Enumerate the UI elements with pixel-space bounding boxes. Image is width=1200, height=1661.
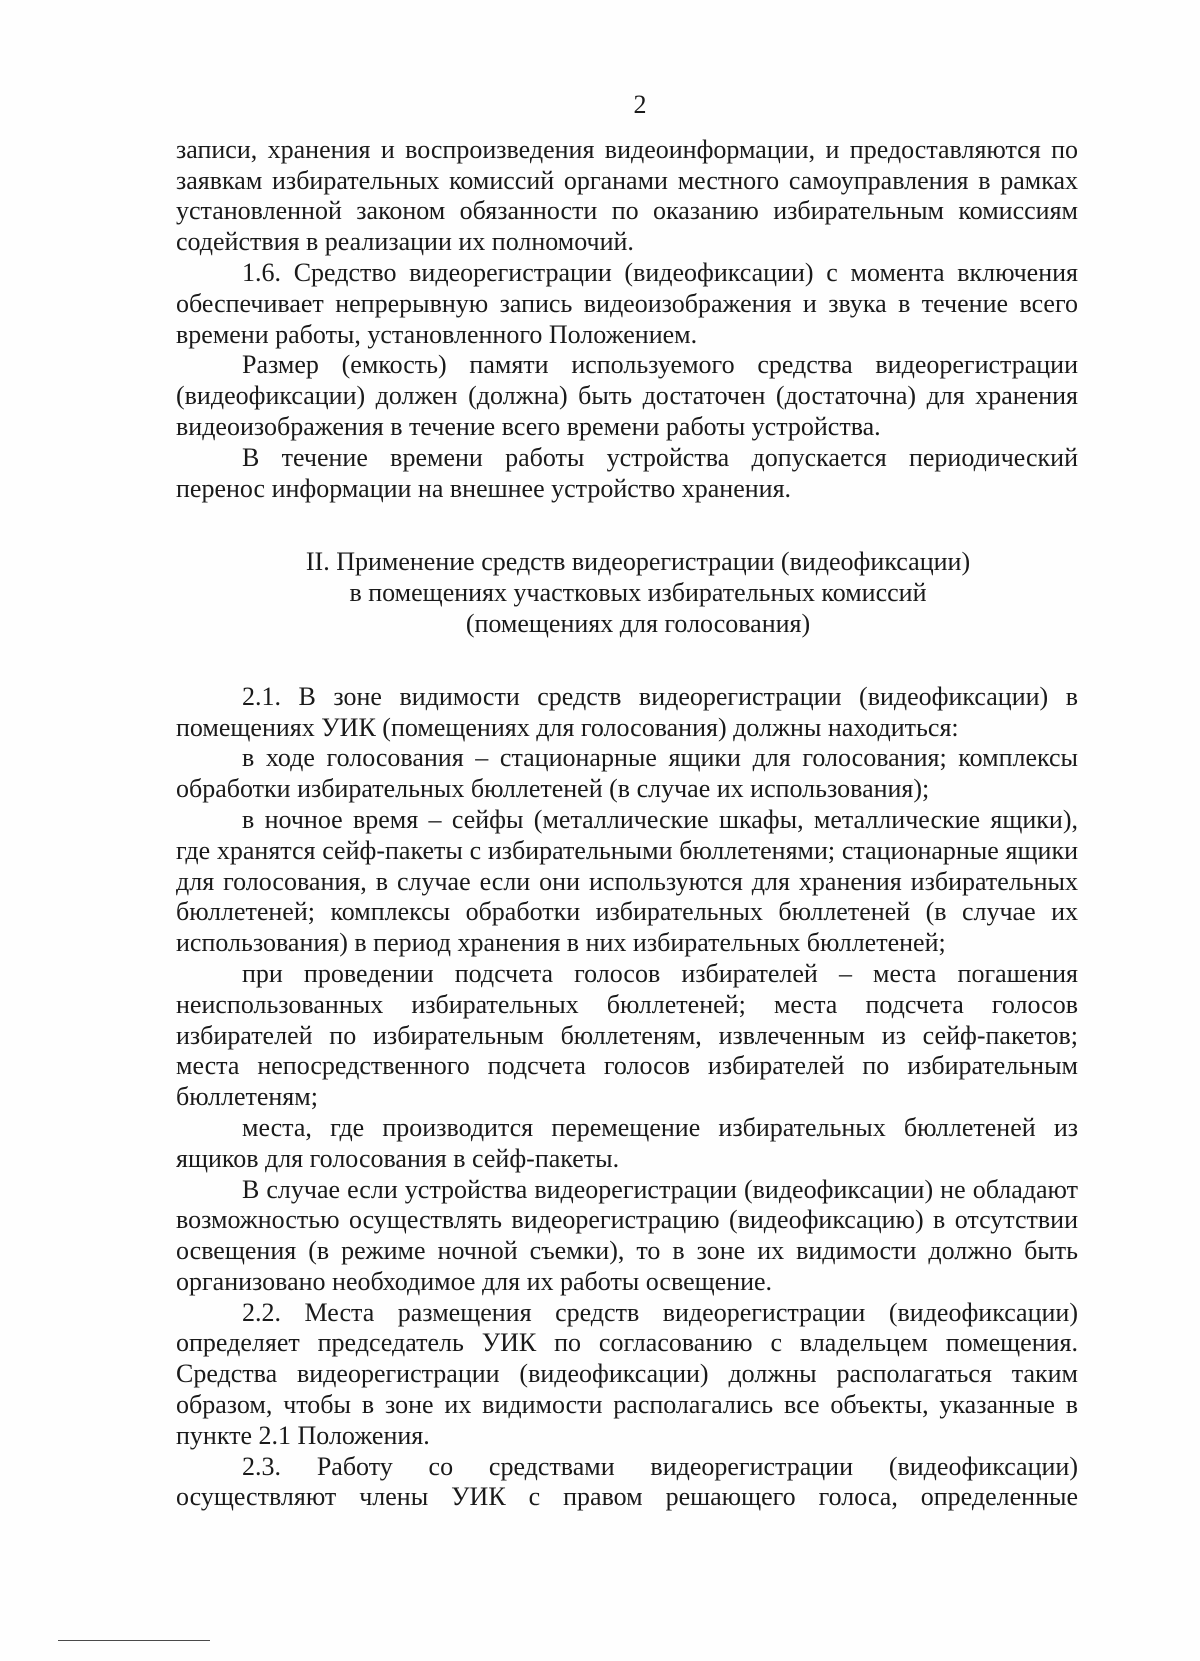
paragraph-continuation: записи, хранения и воспроизведения видеоинформации, и предоставляются по заявкам избирательных комиссий органами местного самоуправления в рамках установленной законом обязанности по оказанию избирательным комиссиям содействия в реализации их полномочий. — [176, 134, 1078, 257]
paragraph-data-transfer: В течение времени работы устройства допускается периодический перенос информации на внешнее устройство хранения. — [176, 442, 1078, 503]
paragraph-ballot-transfer: места, где производится перемещение избирательных бюллетеней из ящиков для голосования в сейф-пакеты. — [176, 1112, 1078, 1173]
paragraph-2-3: 2.3. Работу со средствами видеорегистрации (видеофиксации) осуществляют члены УИК с правом решающего голоса, определенные — [176, 1451, 1078, 1512]
paragraph-memory-size: Размер (емкость) памяти используемого средства видеорегистрации (видеофиксации) должен (должна) быть достаточен (достаточна) для хранения видеоизображения в течение всего времени работы устройства. — [176, 350, 1078, 441]
paragraph-lighting: В случае если устройства видеорегистрации (видеофиксации) не обладают возможностью осуществлять видеорегистрацию (видеофиксацию) в отсутствии освещения (в режиме ночной съемки), то в зоне их видимости должно быть организовано необходимое для их работы освещение. — [176, 1174, 1078, 1296]
paragraph-vote-counting: при проведении подсчета голосов избирателей – места погашения неиспользованных избирательных бюллетеней; места подсчета голосов избирателей по избирательным бюллетеням, извлеченным из сейф-пакетов; места непосредственного подсчета голосов избирателей по избирательным бюллетеням; — [176, 958, 1078, 1112]
paragraph-2-2: 2.2. Места размещения средств видеорегистрации (видеофиксации) определяет председатель УИК по согласованию с владельцем помещения. Средства видеорегистрации (видеофиксации) должны располагаться таким образом, чтобы в зоне их видимости располагались все объекты, указанные в пункте 2.1 Положения. — [176, 1297, 1078, 1450]
section-heading-line-2: в помещениях участковых избирательных комиссий — [349, 578, 927, 608]
paragraph-night-time: в ночное время – сейфы (металлические шкафы, металлические ящики), где хранятся сейф-пакеты с избирательными бюллетенями; стационарные ящики для голосования, в случае если они используются для хранения избирательных бюллетеней; комплексы обработки избирательных бюллетеней (в случае их использования) в период хранения в них избирательных бюллетеней; — [176, 804, 1078, 958]
page-number: 2 — [633, 90, 647, 119]
footnote-separator — [58, 1640, 210, 1641]
paragraph-1-6: 1.6. Средство видеорегистрации (видеофиксации) с момента включения обеспечивает непрерывную запись видеоизображения и звука в течение всего времени работы, установленного Положением. — [176, 257, 1078, 349]
paragraph-2-1: 2.1. В зоне видимости средств видеорегистрации (видеофиксации) в помещениях УИК (помещениях для голосования) должны находиться: — [176, 681, 1078, 742]
section-heading-line-3: (помещениях для голосования) — [465, 608, 811, 638]
paragraph-during-voting: в ходе голосования – стационарные ящики для голосования; комплексы обработки избирательных бюллетеней (в случае их использования); — [176, 743, 1078, 804]
section-heading — [176, 547, 1078, 639]
section-heading-line-1: II. Применение средств видеорегистрации (видеофиксации) — [305, 547, 971, 577]
